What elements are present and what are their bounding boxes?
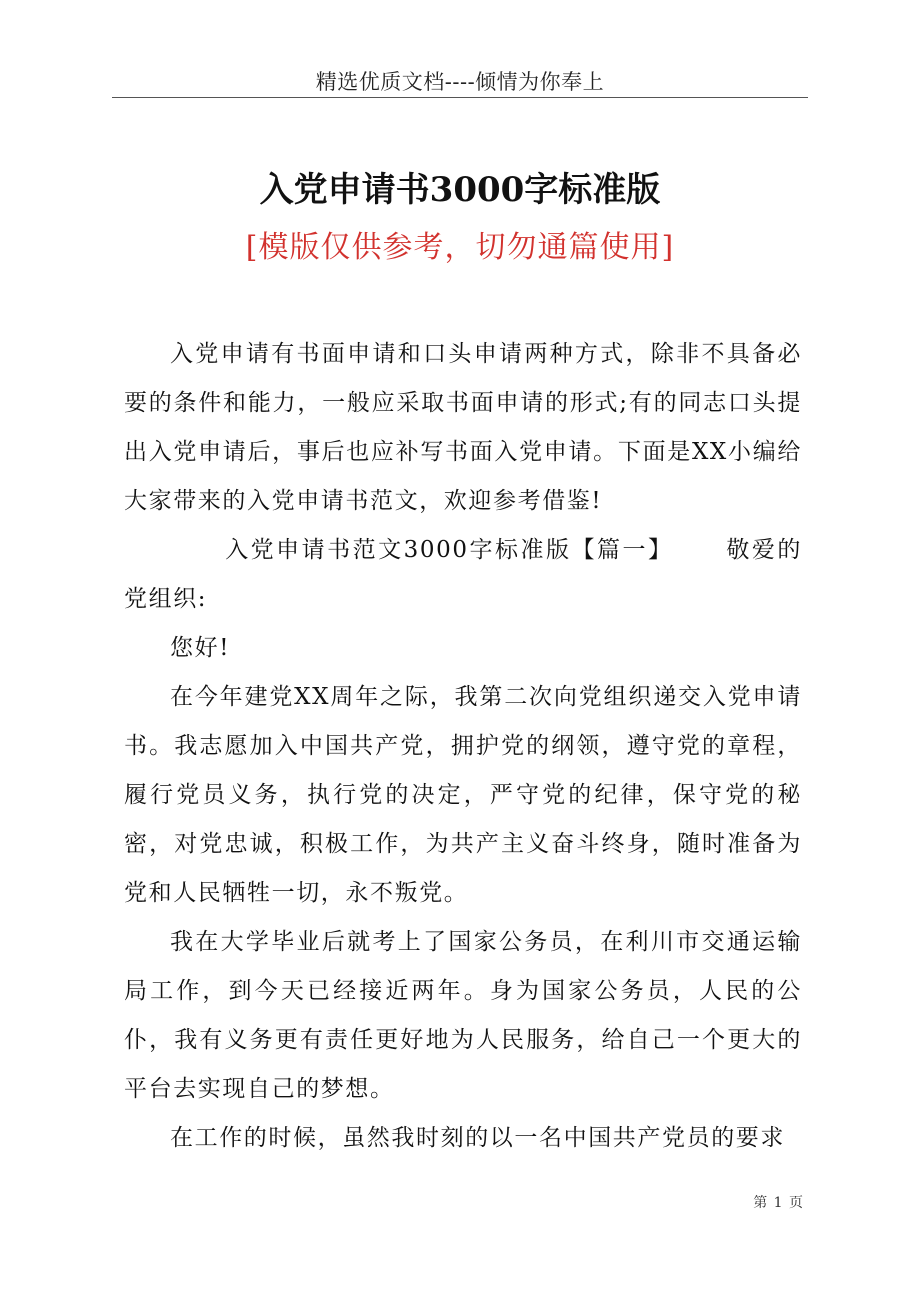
page-header: 精选优质文档----倾情为你奉上 — [315, 70, 605, 94]
body-paragraph: 在今年建党XX周年之际，我第二次向党组织递交入党申请书。我志愿加入中国共产党，拥护党的纲领，遵守党的章程，履行党员义务，执行党的决定，严守党的纪律，保守党的秘密，对党忠诚，积极工作，为共产主义奋斗终身，随时准备为党和人民牺牲一切，永不叛党。 — [124, 684, 802, 906]
salutation: 敬爱的党组织: — [124, 537, 802, 612]
section-heading: 入党申请书范文3000字标准版【篇一】 — [225, 537, 674, 563]
body-paragraph: 我在大学毕业后就考上了国家公务员，在利川市交通运输局工作，到今天已经接近两年。身为国家公务员，人民的公仆，我有义务更有责任更好地为人民服务，给自己一个更大的平台去实现自己的梦想。 — [124, 929, 802, 1102]
document-subtitle: [模版仅供参考，切勿通篇使用] — [245, 230, 675, 265]
document-title: 入党申请书3000字标准版 — [259, 170, 661, 210]
header-divider — [112, 97, 808, 98]
page-number: 第 1 页 — [753, 1195, 804, 1211]
document-body — [124, 330, 802, 1163]
body-paragraph: 在工作的时候，虽然我时刻的以一名中国共产党员的要求 — [170, 1125, 785, 1151]
section-heading-line — [124, 526, 802, 624]
greeting-paragraph: 您好! — [170, 635, 231, 661]
intro-paragraph: 入党申请有书面申请和口头申请两种方式，除非不具备必要的条件和能力，一般应采取书面申请的形式;有的同志口头提出入党申请后，事后也应补写书面入党申请。下面是XX小编给大家带来的入党申请书范文，欢迎参考借鉴! — [124, 341, 802, 514]
